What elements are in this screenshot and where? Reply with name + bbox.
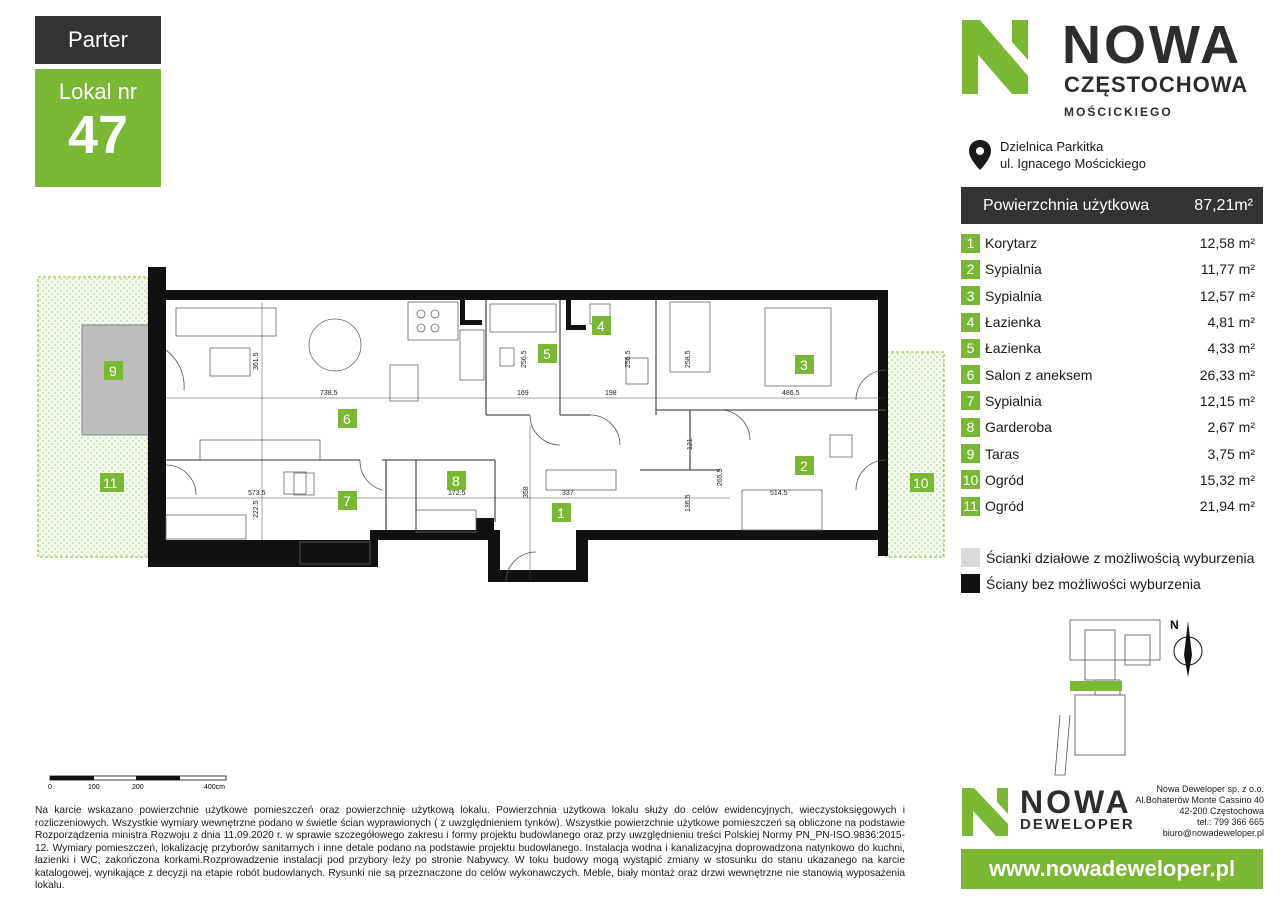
- room-number-badge: 11: [961, 497, 980, 516]
- room-area: 12,15 m²: [1199, 392, 1255, 409]
- room-marker-label: 3: [800, 357, 808, 373]
- unit-location-highlight: [1070, 681, 1122, 691]
- scale-tick: 0: [48, 784, 52, 791]
- room-name: Ogród: [985, 471, 1024, 488]
- unit-number: 47: [67, 105, 129, 165]
- disclaimer: Na karcie wskazano powierzchnie użytkowe pomieszczeń oraz powierzchnię użytkową lokalu. Powierzchnia użytkowa lokalu służy do celów ewidencyjnych, wieczystoksięgowych i rozliczeniowych. Wszystkie wymiary wewnętrzne podano w świetle ścian wyprawionych ( z uwzględnieniem tynków). Wszystkie powierzchnie użytkowe pomieszczeń są obliczone na podstawie Rozporządzenia ministra Rozwoju z dnia 11.09.2020 r. w sprawie szczegółowego zakresu i formy projektu budowlanego oraz przy uwzględnieniu treści Polskiej Normy PN_PN-ISO.9836:2015-12. Wymiary pomieszczeń, lokalizację przyborów sanitarnych i inne detale podano na podstawie projektu budowlanego. Instalacja wodna i kanalizacyjna doprowadzona natynkowo do kuchni, łazienki i WC, zakończona korkami.Rozprowadzenie instalacji pod przybory leży po stronie Nabywcy. W toku budowy mogą wystąpić zmiany w stosunku do stanu ukazanego na karcie katalogowej, wynikające z decyzji na etapie robót budowlanych. Rysunki nie są przeznaczone do celów wykonawczych. Meble, biały montaż oraz drzwi wewnętrzne nie stanowią wyposażenia lokalu.: [35, 805, 905, 891]
- dimension-label: 198: [605, 390, 617, 397]
- developer-contact: [1110, 784, 1264, 839]
- developer-subname: DEWELOPER: [1020, 816, 1135, 833]
- developer-street: Al.Bohaterów Monte Cassino 40: [1135, 795, 1264, 805]
- unit-label: Lokal nr: [58, 79, 138, 104]
- room-marker-label: 8: [452, 473, 460, 489]
- dimension-label: 256.5: [625, 350, 632, 368]
- dimension-label: 265.5: [717, 468, 724, 486]
- room-name: Sypialnia: [985, 392, 1042, 409]
- dimension-label: 172.5: [448, 490, 466, 497]
- unit-box: [35, 69, 161, 187]
- dimension-label: 358: [523, 486, 530, 498]
- room-number-badge: 8: [961, 418, 980, 437]
- room-number-badge: 10: [962, 471, 979, 488]
- room-name: Korytarz: [985, 235, 1038, 252]
- compass-icon: [1168, 615, 1204, 681]
- room-area: 12,58 m²: [1199, 235, 1255, 252]
- legend-removable: [961, 548, 1254, 567]
- scale-tick: 200: [132, 784, 144, 791]
- room-row: [961, 256, 1263, 282]
- scale-tick: 400cm: [204, 784, 226, 791]
- room-marker-label: 7: [343, 493, 351, 509]
- legend-swatch-fixed: [961, 574, 980, 593]
- room-number-badge: 1: [961, 234, 980, 253]
- address: [1000, 138, 1146, 172]
- room-area: 12,57 m²: [1199, 287, 1255, 304]
- scale-tick: 100: [88, 784, 100, 791]
- room-list: [961, 230, 1263, 519]
- legend-removable-label: Ścianki działowe z możliwością wyburzenia: [986, 549, 1255, 566]
- room-row: [961, 335, 1263, 361]
- dimension-label: 361.5: [253, 352, 260, 370]
- room-name: Ogród: [985, 498, 1024, 515]
- brand-city: CZĘSTOCHOWA: [1064, 72, 1249, 97]
- room-name: Garderoba: [985, 419, 1052, 436]
- developer-name: NOWA: [1020, 784, 1132, 820]
- room-marker-label: 5: [543, 346, 551, 362]
- address-district: Dzielnica Parkitka: [1000, 139, 1104, 154]
- room-number-badge: 4: [961, 313, 980, 332]
- compass-label: N: [1170, 618, 1179, 632]
- garden-10-area: [886, 352, 944, 557]
- room-number-badge: 7: [961, 391, 980, 410]
- room-marker-label: 6: [343, 411, 351, 427]
- brand-logo-icon: [962, 20, 1032, 94]
- legend-swatch-removable: [961, 548, 980, 567]
- room-marker-label: 4: [597, 318, 605, 334]
- room-area: 4,33 m²: [1207, 340, 1255, 357]
- room-row: [961, 440, 1263, 466]
- floor-plan: [30, 260, 929, 590]
- floor-tag: [35, 16, 161, 64]
- room-name: Sypialnia: [985, 261, 1042, 278]
- room-area: 26,33 m²: [1199, 366, 1255, 383]
- brand-name: NOWA: [1062, 15, 1242, 75]
- legend-fixed-label: Ściany bez możliwości wyburzenia: [986, 575, 1201, 592]
- dimension-label: 256.5: [521, 350, 528, 368]
- room-number-badge: 9: [961, 444, 980, 463]
- room-name: Łazienka: [985, 340, 1042, 357]
- room-name: Łazienka: [985, 314, 1042, 331]
- dimension-label: 169: [517, 390, 529, 397]
- room-number-badge: 2: [961, 260, 980, 279]
- room-number-badge: 5: [961, 339, 980, 358]
- room-marker-label: 11: [103, 475, 118, 491]
- brand-street: MOŚCICKIEGO: [1064, 105, 1173, 119]
- location-pin-icon: [968, 140, 992, 170]
- dimension-label: 121: [687, 438, 694, 450]
- room-row: [961, 493, 1263, 519]
- dimension-label: 486.5: [782, 390, 800, 397]
- room-area: 3,75 m²: [1207, 445, 1255, 462]
- room-area: 21,94 m²: [1199, 498, 1255, 515]
- dimension-label: 573.5: [248, 490, 266, 497]
- room-row: [961, 309, 1263, 335]
- legend-fixed: [961, 574, 1201, 593]
- room-row: [961, 388, 1263, 414]
- developer-company: Nowa Deweloper sp. z o.o.: [1156, 784, 1264, 794]
- dimension-label: 337: [562, 490, 574, 497]
- usable-area-label: Powierzchnia użytkowa: [983, 196, 1150, 214]
- developer-email[interactable]: biuro@nowadeweloper.pl: [1162, 828, 1264, 838]
- room-row: [961, 467, 1263, 493]
- address-street: ul. Ignacego Mościckiego: [1000, 156, 1146, 171]
- room-area: 2,67 m²: [1207, 419, 1255, 436]
- developer-phone: tel.: 799 366 665: [1196, 817, 1264, 827]
- room-area: 15,32 m²: [1199, 471, 1255, 488]
- room-area: 4,81 m²: [1207, 314, 1255, 331]
- room-marker-label: 1: [557, 505, 565, 521]
- room-number-badge: 3: [961, 286, 980, 305]
- room-marker-label: 10: [913, 475, 929, 491]
- scale-bar: [48, 776, 228, 796]
- developer-city: 42-200 Częstochowa: [1179, 806, 1264, 816]
- usable-area-value: 87,21m²: [1194, 196, 1253, 214]
- room-number-badge: 6: [961, 365, 980, 384]
- room-marker-label: 2: [800, 458, 808, 474]
- usable-area-header: [961, 187, 1263, 224]
- room-area: 11,77 m²: [1200, 261, 1255, 278]
- dimension-label: 136.5: [685, 494, 692, 512]
- room-name: Salon z aneksem: [985, 366, 1093, 383]
- dimension-label: 738.5: [320, 390, 338, 397]
- room-name: Sypialnia: [985, 287, 1042, 304]
- room-marker-label: 9: [109, 363, 117, 379]
- developer-logo-icon: [962, 788, 1010, 836]
- room-row: [961, 414, 1263, 440]
- dimension-label: 222.5: [253, 500, 260, 518]
- room-row: [961, 361, 1263, 387]
- room-name: Taras: [985, 445, 1020, 462]
- website-link[interactable]: www.nowadeweloper.pl: [961, 849, 1263, 889]
- room-row: [961, 230, 1263, 256]
- dimension-label: 514.5: [770, 490, 788, 497]
- room-row: [961, 283, 1263, 309]
- floor-label: Parter: [68, 27, 128, 52]
- dimension-label: 258.5: [685, 350, 692, 368]
